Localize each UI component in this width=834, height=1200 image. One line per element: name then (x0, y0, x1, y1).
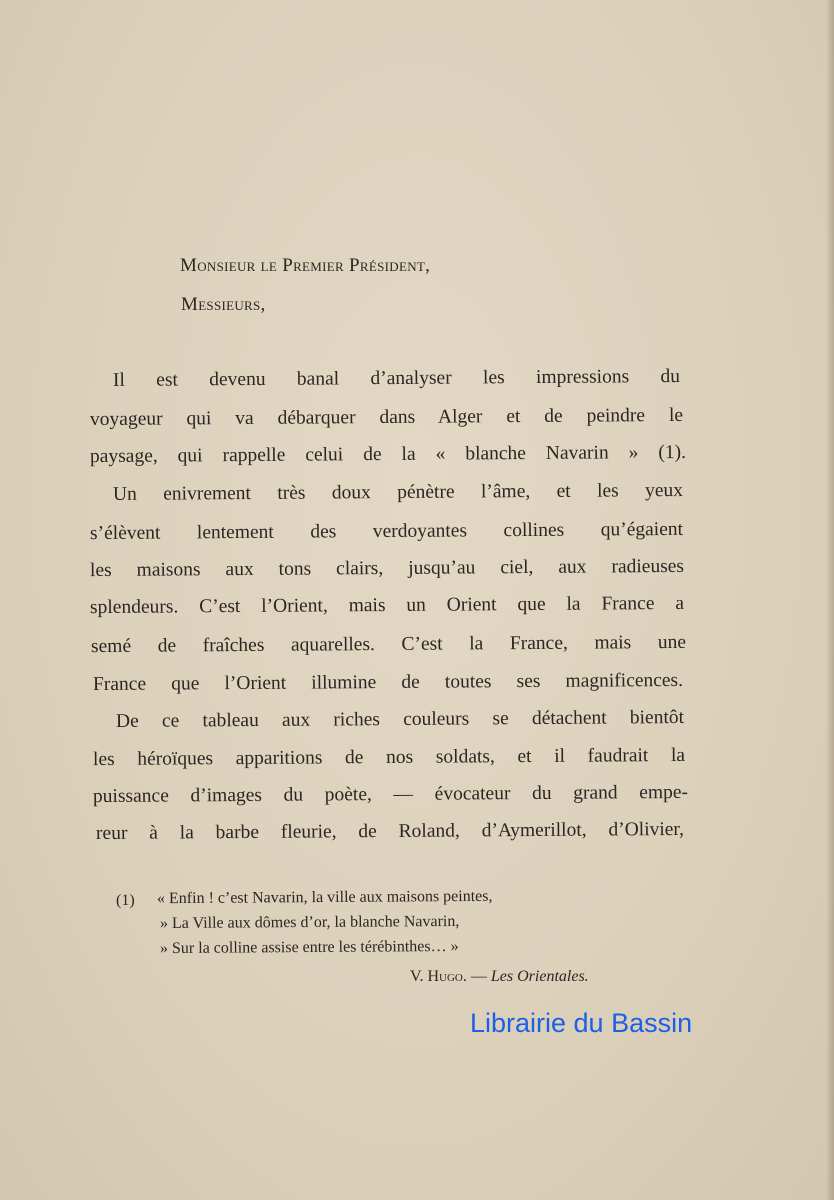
body-line: puissance d’images du poète, — évocateur du grand empe- (92, 781, 689, 808)
body-line: les maisons aux tons clairs, jusqu’au ciel, aux radieuses (89, 555, 685, 582)
body-line: s’élèvent lentement des verdoyantes collines qu’égaient (89, 518, 684, 545)
heading-line-1: Monsieur le Premier Président, (180, 255, 431, 276)
body-line: Il est devenu banal d’analyser les impressions du (112, 366, 681, 391)
footnote-line: » La Ville aux dômes d’or, la blanche Navarin, (159, 912, 460, 933)
page-edge-shadow (826, 0, 834, 1200)
body-line: splendeurs. C’est l’Orient, mais un Orient que la France a (89, 592, 685, 619)
body-line: les héroïques apparitions de nos soldats, et il faudrait la (92, 744, 686, 771)
body-line: France que l’Orient illumine de toutes ses magnificences. (92, 669, 684, 696)
body-line: paysage, qui rappelle celui de la « blanche Navarin » (1). (89, 441, 687, 468)
footnote-author: V. Hugo. (410, 968, 467, 985)
body-line: voyageur qui va débarquer dans Alger et de peindre le (89, 404, 684, 431)
footnote-line: « Enfin ! c’est Navarin, la ville aux maisons peintes, (156, 887, 493, 908)
watermark: Librairie du Bassin (470, 1008, 693, 1038)
body-line: semé de fraîches aquarelles. C’est la France, mais une (90, 631, 687, 658)
footnote-attribution (410, 967, 589, 987)
body-line: De ce tableau aux riches couleurs se détachent bientôt (115, 707, 685, 732)
heading-line-2: Messieurs, (181, 294, 266, 315)
footnote-work: Les Orientales. (490, 968, 589, 985)
body-line: reur à la barbe fleurie, de Roland, d’Aymerillot, d’Olivier, (95, 818, 685, 845)
footnote-dash: — (470, 968, 487, 985)
footnote-line: » Sur la colline assise entre les térébinthes… » (159, 937, 459, 958)
body-line: Un enivrement très doux pénètre l’âme, et les yeux (112, 480, 684, 505)
footnote-marker: (1) (116, 892, 135, 909)
